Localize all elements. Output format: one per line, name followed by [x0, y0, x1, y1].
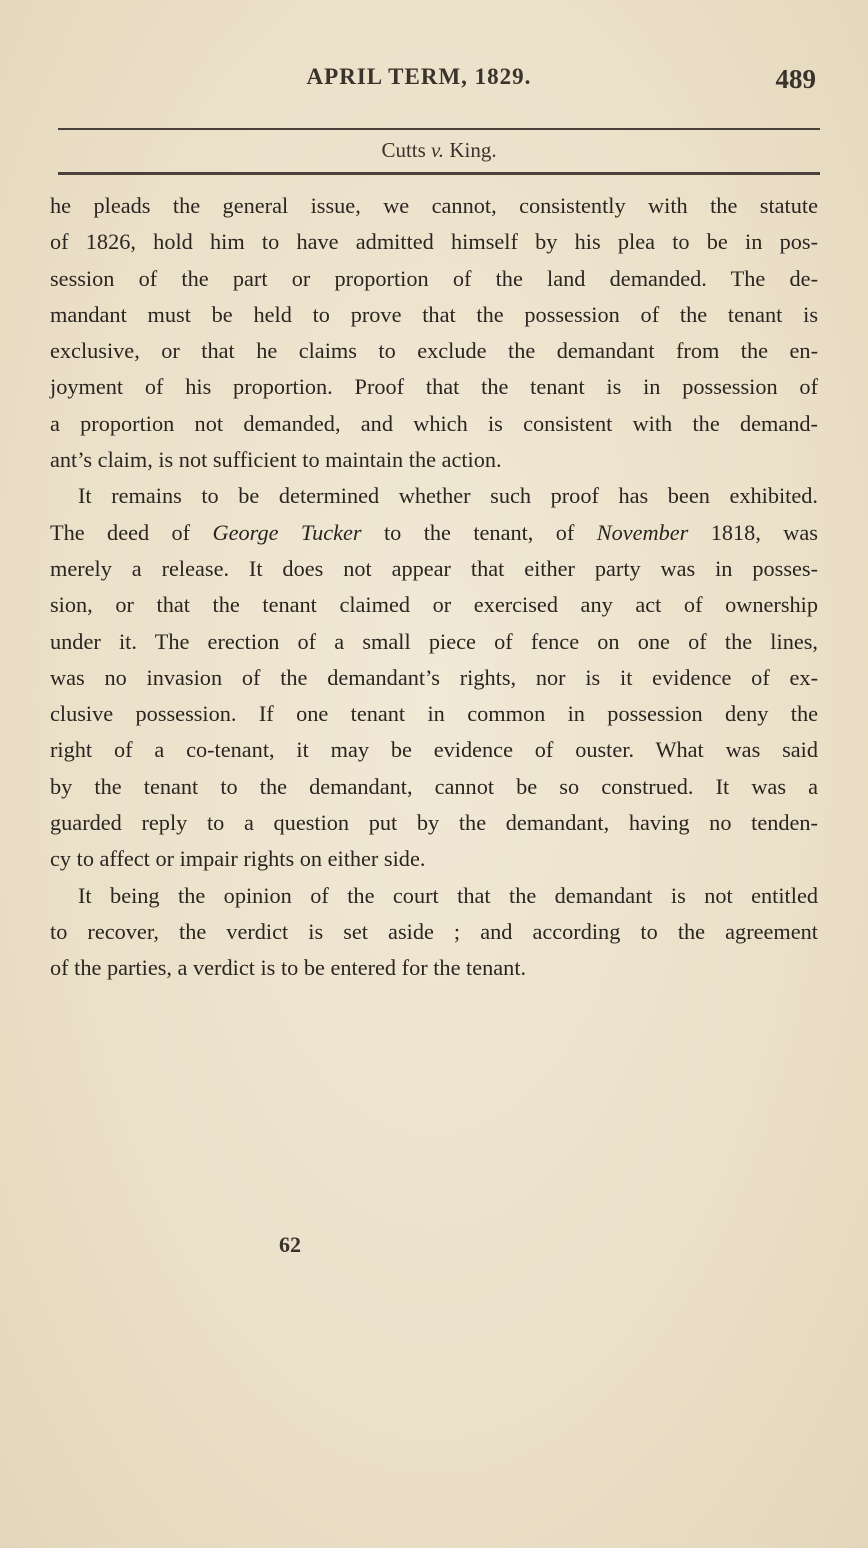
text-line: by the tenant to the demandant, cannot be so construed. It was a [50, 773, 818, 799]
italic-name: George Tucker [212, 519, 362, 545]
text-line: right of a co-tenant, it may be evidence of ouster. What was said [50, 737, 818, 763]
text-line: guarded reply to a question put by the demandant, having no tenden- [50, 810, 818, 836]
text-line: The deed of George Tucker to the tenant, of November 1818, was [50, 519, 818, 545]
header-rule-bottom [58, 172, 820, 175]
text-line: a proportion not demanded, and which is consistent with the demand- [50, 410, 818, 436]
text-line: of 1826, hold him to have admitted himself by his plea to be in pos- [50, 229, 818, 255]
case-title [58, 138, 820, 163]
signature-mark: 62 [279, 1232, 301, 1257]
running-title: APRIL TERM, 1829. [306, 64, 532, 89]
text-line: It remains to be determined whether such proof has been exhibited. [78, 483, 818, 509]
text-line: clusive possession. If one tenant in common in possession deny the [50, 701, 818, 727]
versus-abbrev: v. [431, 138, 445, 162]
text-line: ant’s claim, is not sufficient to maintain the action. [50, 447, 502, 473]
text-line: It being the opinion of the court that the demandant is not entitled [78, 882, 818, 908]
body-text [50, 188, 818, 987]
running-head [50, 62, 818, 98]
case-title-text: Cutts v. King. [381, 138, 497, 162]
italic-name: November [596, 519, 689, 545]
text-line: sion, or that the tenant claimed or exercised any act of ownership [50, 592, 818, 618]
text-line: cy to affect or impair rights on either side. [50, 846, 426, 872]
text-line: he pleads the general issue, we cannot, consistently with the statute [50, 193, 818, 218]
text-line: under it. The erection of a small piece of fence on one of the lines, [50, 628, 818, 654]
text-line: was no invasion of the demandant’s rights, nor is it evidence of ex- [50, 664, 818, 690]
text-line: merely a release. It does not appear that either party was in posses- [50, 555, 818, 581]
text-line: to recover, the verdict is set aside ; and according to the agreement [50, 918, 818, 944]
text-line: joyment of his proportion. Proof that the tenant is in possession of [50, 374, 818, 400]
text-line: mandant must be held to prove that the possession of the tenant is [50, 301, 818, 327]
page-number: 489 [775, 64, 816, 94]
text-line: session of the part or proportion of the land demanded. The de- [50, 265, 818, 291]
header-rule-top [58, 128, 820, 130]
text-line: of the parties, a verdict is to be entered for the tenant. [50, 955, 527, 981]
text-line: exclusive, or that he claims to exclude the demandant from the en- [50, 338, 818, 364]
